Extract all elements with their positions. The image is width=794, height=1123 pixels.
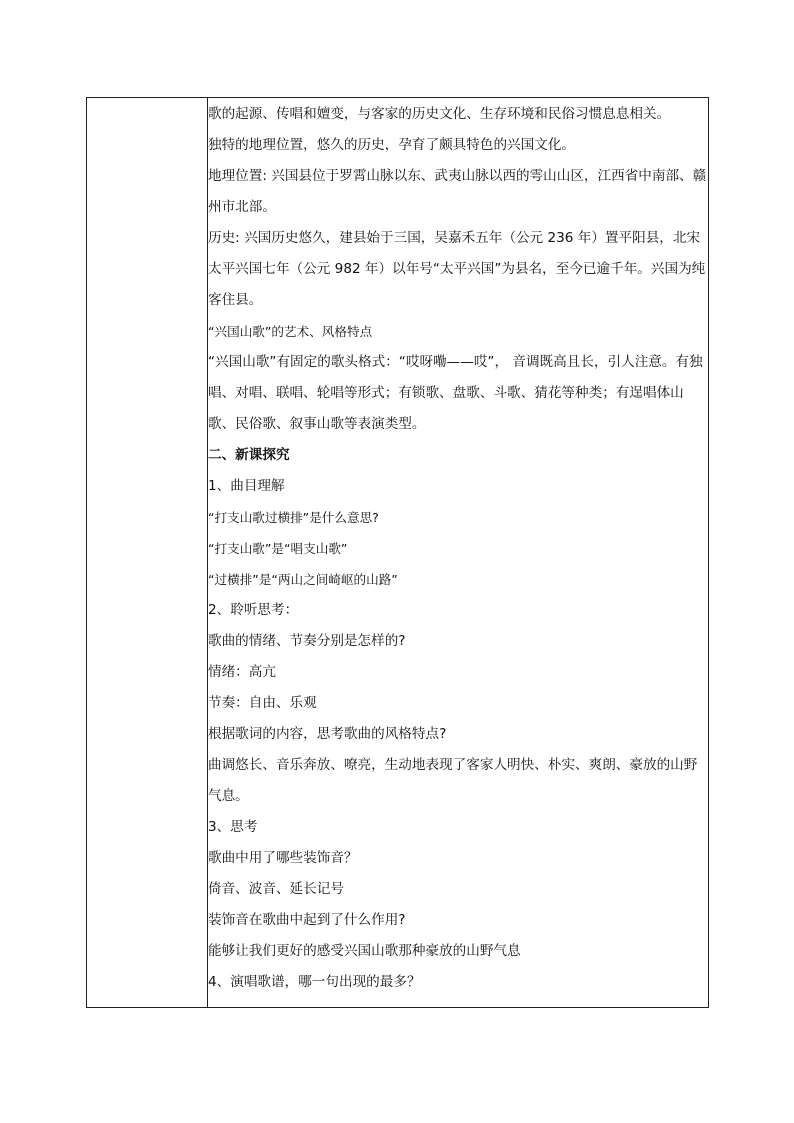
item-heading-thinking: 3、思考 <box>208 819 258 835</box>
content-cell <box>208 98 709 1008</box>
answer-sing-song: “打支山歌”是“唱支山歌” <box>208 541 348 556</box>
table-row <box>87 98 709 1008</box>
paragraph-culture: 独特的地理位置，悠久的历史，孕育了颇具特色的兴国文化。 <box>208 137 576 153</box>
item-heading-understanding: 1、曲目理解 <box>208 478 285 494</box>
answer-ornament-function: 能够让我们更好的感受兴国山歌那种豪放的山野气息 <box>208 943 521 959</box>
question-ornaments: 歌曲中用了哪些装饰音？ <box>208 850 358 866</box>
answer-rhythm: 节奏：自由、乐观 <box>208 695 317 711</box>
answer-mood: 情绪：高亢 <box>208 664 276 680</box>
item-heading-singing: 4、演唱歌谱，哪一句出现的最多？ <box>208 974 421 990</box>
question-mood-rhythm: 歌曲的情绪、节奏分别是怎样的? <box>208 633 406 649</box>
paragraph-origin: 歌的起源、传唱和嬗变，与客家的历史文化、生存环境和民俗习惯息息相关。 <box>208 106 671 122</box>
answer-mountain-road: “过横排”是“两山之间崎岖的山路” <box>208 572 398 587</box>
lesson-table <box>86 97 709 1008</box>
answer-ornaments: 倚音、波音、延长记号 <box>208 881 344 897</box>
paragraph-history: 历史: 兴国历史悠久，建县始于三国，吴嘉禾五年（公元 236 年）置平阳县，北宋太平兴国七年（公元 982 年）以年号“太平兴国”为县名，至今已逾千年。兴国为纯客住县。 <box>208 230 706 308</box>
item-heading-listening: 2、聆听思考： <box>208 602 299 618</box>
question-meaning: “打支山歌过横排”是什么意思? <box>208 510 379 525</box>
question-style: 根据歌词的内容，思考歌曲的风格特点? <box>208 726 447 742</box>
section-heading-new-lesson: 二、新课探究 <box>208 447 290 463</box>
paragraph-song-format: “兴国山歌”有固定的歌头格式：“哎呀嘞——哎”， 音调既高且长，引人注意。有独唱、对唱、联唱、轮唱等形式；有锁歌、盘歌、斗歌、猜花等种类；有逞唱体山歌、民俗歌、叙事山歌等表演类型。 <box>208 354 703 432</box>
left-cell <box>87 98 208 1008</box>
answer-style: 曲调悠长、音乐奔放、嘹亮，生动地表现了客家人明快、朴实、爽朗、豪放的山野气息。 <box>208 757 698 804</box>
paragraph-geography: 地理位置: 兴国县位于罗霄山脉以东、武夷山脉以西的雩山山区，江西省中南部、赣州市北部。 <box>208 168 707 215</box>
question-ornament-function: 装饰音在歌曲中起到了什么作用? <box>208 912 406 928</box>
subheading-art-style: “兴国山歌”的艺术、风格特点 <box>208 324 373 339</box>
